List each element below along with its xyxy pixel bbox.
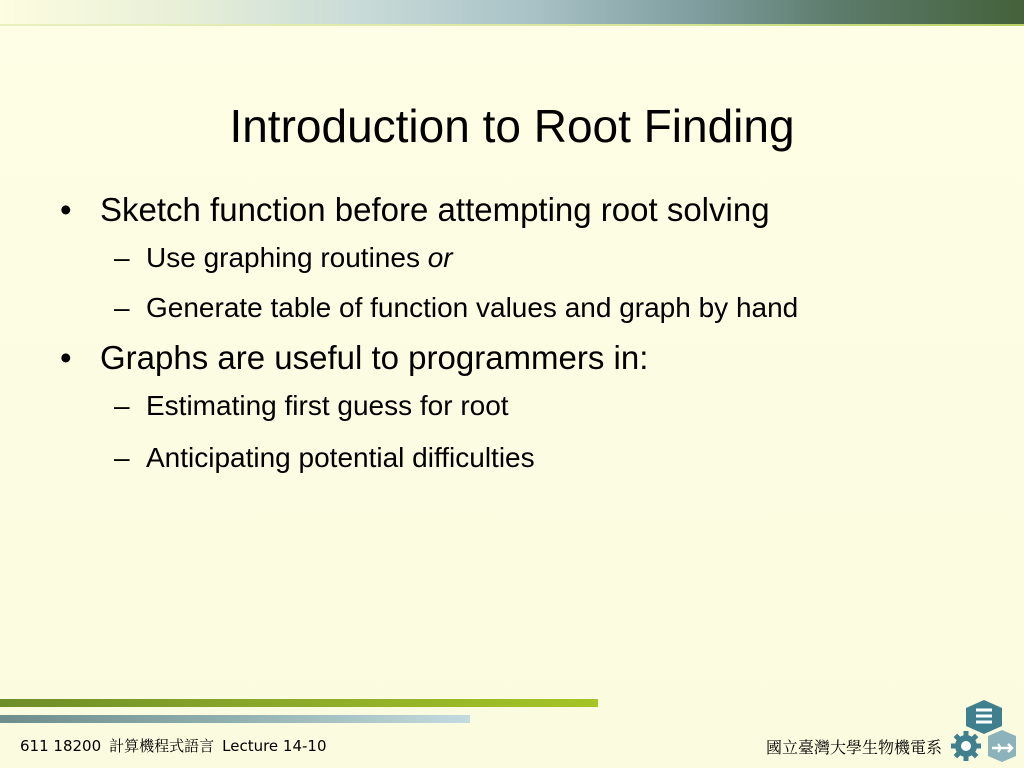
sub-bullet-mark: – [114, 442, 130, 473]
footer-course-info [20, 735, 335, 756]
slide-content [60, 188, 960, 488]
sub-bullet-mark: – [114, 242, 130, 273]
sub-bullet-item [60, 288, 960, 328]
bullet-item [60, 336, 960, 380]
footer-lecture: Lecture 14-10 [222, 737, 327, 755]
bullet-text: Graphs are useful to programmers in: [100, 339, 649, 376]
sub-bullet-item [60, 384, 960, 428]
sub-bullet-italic-text: or [427, 242, 453, 273]
sub-bullet-item [60, 236, 960, 280]
top-bar-underline [0, 24, 1024, 26]
footer-department: 國立臺灣大學生物機電系 [765, 738, 942, 757]
footer-course-name: 計算機程式語言 [109, 737, 215, 755]
sub-bullet-mark: – [114, 292, 130, 323]
top-gradient-bar [0, 0, 1024, 24]
bullet-text: Sketch function before attempting root solving [100, 191, 770, 228]
sub-bullet-text: Anticipating potential difficulties [146, 442, 535, 473]
sub-bullet-text: Use graphing routines [146, 242, 428, 273]
footer-course-code: 611 18200 [20, 737, 102, 755]
bullet-mark: • [60, 339, 72, 376]
sub-bullet-item [60, 436, 960, 480]
sub-bullet-text: Estimating first guess for root [146, 390, 509, 421]
bottom-green-bar [0, 699, 598, 707]
bullet-mark: • [60, 191, 72, 228]
slide-title: Introduction to Root Finding [229, 100, 795, 152]
sub-bullet-text: Generate table of function values and graph by hand [146, 292, 799, 323]
bullet-item [60, 188, 960, 232]
sub-bullet-mark: – [114, 390, 130, 421]
bottom-teal-bar [0, 715, 470, 723]
department-logo-icon [948, 700, 1018, 764]
